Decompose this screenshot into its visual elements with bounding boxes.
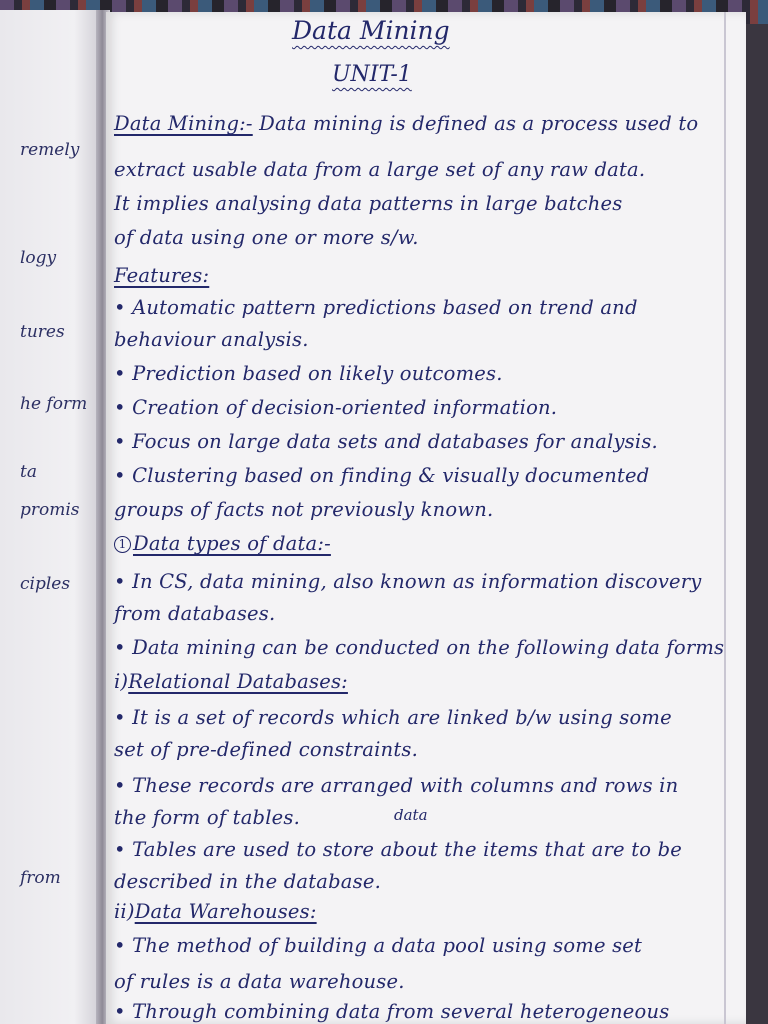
- margin-fragment: from: [20, 868, 61, 888]
- line-text: • Through combining data from several heterogeneous: [114, 1000, 670, 1023]
- note-line: [114, 774, 678, 797]
- line-text: extract usable data from a large set of any raw data.: [114, 158, 646, 181]
- line-text: It implies analysing data patterns in large batches: [114, 192, 623, 215]
- note-line: [114, 296, 638, 319]
- note-line: [114, 328, 309, 351]
- line-text: • Automatic pattern predictions based on trend and: [114, 296, 638, 319]
- note-line: [114, 870, 381, 893]
- margin-fragment: ta: [20, 462, 37, 482]
- note-line: [114, 396, 557, 419]
- line-text: the form of tables.: [114, 806, 300, 829]
- note-line: [114, 112, 698, 135]
- line-text: • In CS, data mining, also known as information discovery: [114, 570, 702, 593]
- margin-fragment: logy: [20, 248, 57, 268]
- note-line: [114, 934, 642, 957]
- line-text: of data using one or more s/w.: [114, 226, 419, 249]
- line-text: • Clustering based on finding & visually documented: [114, 464, 650, 487]
- note-line: [114, 570, 702, 593]
- note-line: [114, 970, 405, 993]
- note-line: [114, 838, 682, 861]
- note-line: [114, 226, 419, 249]
- margin-fragment: remely: [20, 140, 80, 160]
- line-text: of rules is a data warehouse.: [114, 970, 405, 993]
- insertion-note: data: [394, 806, 428, 824]
- note-line: [114, 900, 317, 923]
- note-line: [114, 192, 622, 215]
- section-number: 1: [114, 536, 131, 553]
- note-line: [114, 430, 658, 453]
- notebook-page: [106, 12, 746, 1024]
- section-heading: Features:: [114, 264, 210, 287]
- note-line: [114, 464, 649, 487]
- unit-heading: UNIT-1: [332, 62, 412, 87]
- margin-fragment: promis: [20, 500, 80, 520]
- line-text: groups of facts not previously known.: [114, 498, 494, 521]
- line-text: • It is a set of records which are linked b/w using some: [114, 706, 672, 729]
- section-number: ii): [114, 900, 135, 923]
- note-line: [114, 636, 724, 659]
- note-line: [114, 1000, 669, 1023]
- note-line: [114, 806, 300, 829]
- page-title: Data Mining: [292, 16, 450, 45]
- note-line: [114, 532, 331, 555]
- note-line: [114, 498, 493, 521]
- line-text: • Prediction based on likely outcomes.: [114, 362, 503, 385]
- note-line: [114, 264, 209, 287]
- note-line: [114, 602, 275, 625]
- line-text: • Data mining can be conducted on the following data forms: [114, 636, 725, 659]
- margin-fragment: ciples: [20, 574, 71, 594]
- line-text: described in the database.: [114, 870, 381, 893]
- note-line: [114, 362, 503, 385]
- section-heading: Data Warehouses:: [134, 900, 317, 923]
- note-line: [114, 158, 645, 181]
- note-line: [114, 706, 672, 729]
- line-text: • These records are arranged with columns and rows in: [114, 774, 679, 797]
- margin-fragment: he form: [20, 394, 88, 414]
- line-text: • Creation of decision-oriented information.: [114, 396, 558, 419]
- line-text: set of pre-defined constraints.: [114, 738, 418, 761]
- section-heading: Relational Databases:: [128, 670, 348, 693]
- line-text: • The method of building a data pool using some set: [114, 934, 643, 957]
- line-text: from databases.: [114, 602, 276, 625]
- section-heading: Data Mining:-: [114, 112, 253, 135]
- left-page: [0, 10, 106, 1024]
- note-line: [114, 670, 348, 693]
- line-text: • Focus on large data sets and databases for analysis.: [114, 430, 658, 453]
- line-text: • Tables are used to store about the items that are to be: [114, 838, 682, 861]
- line-text: behaviour analysis.: [114, 328, 309, 351]
- line-text: Data mining is defined as a process used to: [252, 112, 699, 135]
- margin-line: [724, 12, 726, 1024]
- section-heading: Data types of data:-: [133, 532, 331, 555]
- margin-fragment: tures: [20, 322, 65, 342]
- note-line: [114, 738, 418, 761]
- section-number: i): [114, 670, 129, 693]
